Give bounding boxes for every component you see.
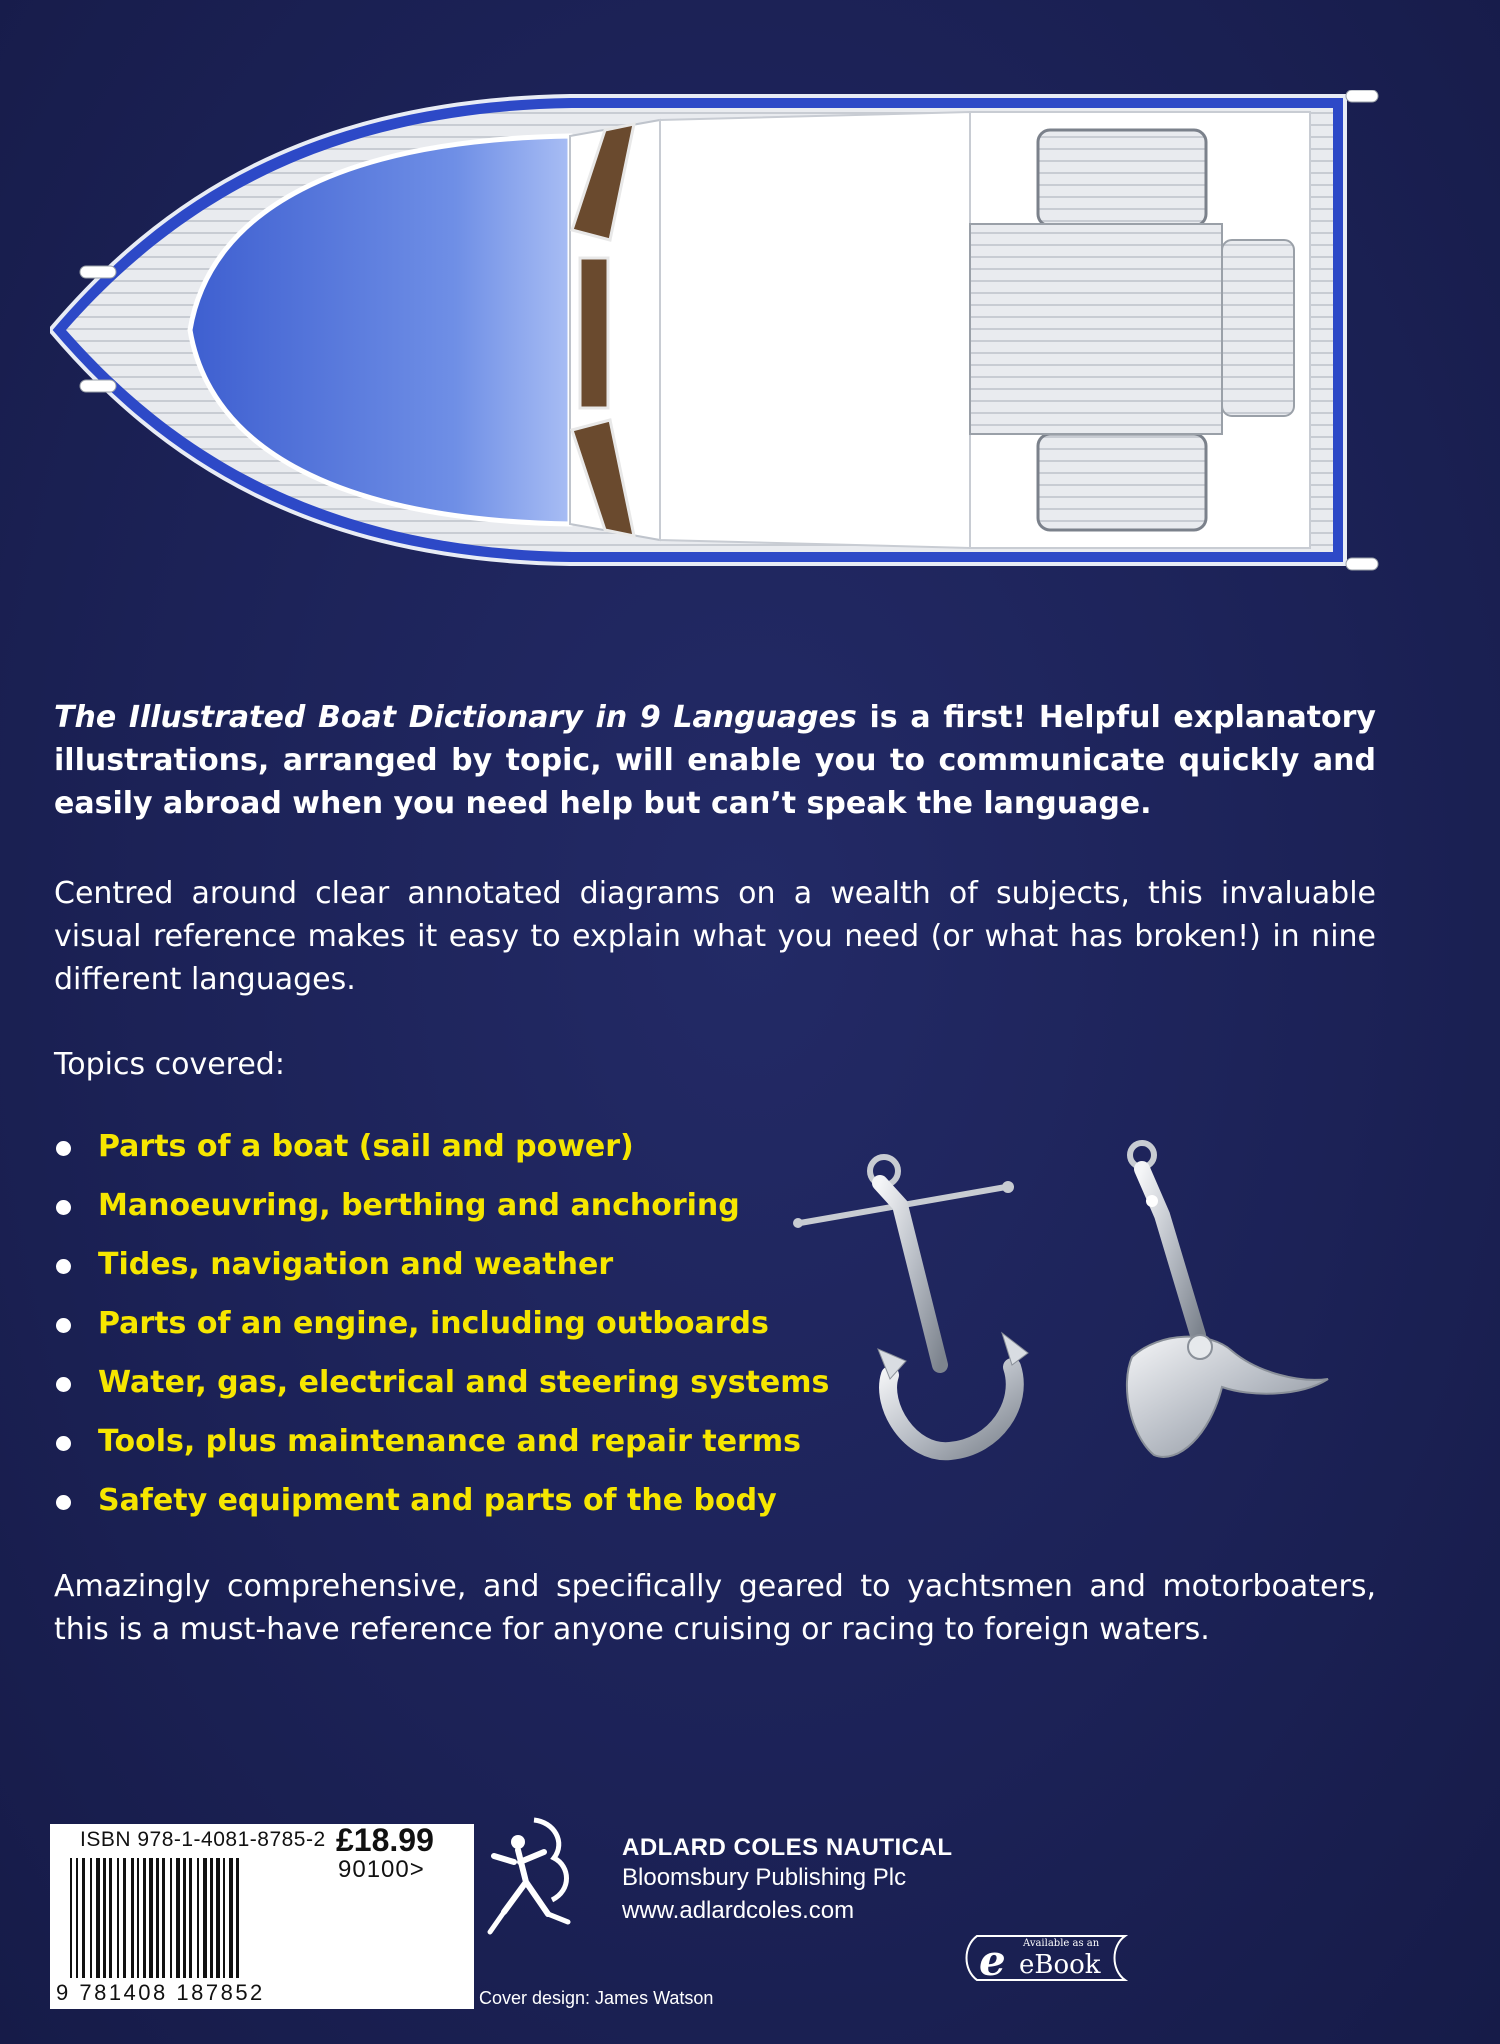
- barcode-bar: [109, 1858, 112, 1978]
- price: £18.99: [336, 1822, 434, 1858]
- list-item: Safety equipment and parts of the body: [54, 1480, 829, 1539]
- description-paragraph: Centred around clear annotated diagrams on a wealth of subjects, this invaluable visual reference makes it easy to explain what you need (or what has broken!) in nine different languages.: [54, 876, 1376, 997]
- list-item: Parts of a boat (sail and power): [54, 1126, 829, 1185]
- price-code: 90100>: [338, 1856, 425, 1883]
- barcode-bar: [90, 1858, 92, 1978]
- fisherman-anchor-icon: [793, 1157, 1028, 1451]
- bullet-icon: [56, 1318, 71, 1333]
- barcode-bar: [149, 1858, 153, 1978]
- publisher-url[interactable]: www.adlardcoles.com: [622, 1897, 855, 1924]
- publisher-name: ADLARD COLES NAUTICAL: [622, 1834, 953, 1861]
- barcode-bar: [70, 1858, 72, 1978]
- bullet-icon: [56, 1495, 71, 1510]
- seat: [1038, 130, 1206, 226]
- barcode-bar: [229, 1858, 233, 1978]
- barcode-bar: [96, 1858, 100, 1978]
- engine-cover: [970, 224, 1222, 434]
- barcode-bar: [123, 1858, 126, 1978]
- cleat: [80, 380, 116, 392]
- cover-credit: Cover design: James Watson: [479, 1988, 714, 2008]
- barcode-bar: [203, 1858, 207, 1978]
- closing-paragraph: Amazingly comprehensive, and specifically geared to yachtsmen and motorboaters, this is a must-have reference for anyone cruising or racing to foreign waters.: [54, 1569, 1376, 1647]
- barcode-bar: [117, 1858, 119, 1978]
- barcode-bar: [82, 1858, 85, 1978]
- ebook-e-icon: e: [979, 1936, 1006, 1985]
- intro-paragraph: [54, 696, 1376, 825]
- barcode: [60, 1858, 464, 1982]
- barcode-bar: [131, 1858, 134, 1978]
- windscreen-pane: [580, 258, 608, 408]
- cleat: [1346, 558, 1378, 570]
- bullet-icon: [56, 1377, 71, 1392]
- list-item: Water, gas, electrical and steering systems: [54, 1362, 829, 1421]
- list-item: Tides, navigation and weather: [54, 1244, 829, 1303]
- cleat: [1346, 90, 1378, 102]
- isbn-text: ISBN 978-1-4081-8785-2: [80, 1828, 326, 1851]
- barcode-block: [50, 1824, 474, 2009]
- bullet-icon: [56, 1436, 71, 1451]
- ebook-available: Available as an: [1023, 1938, 1100, 1949]
- bullet-icon: [56, 1200, 71, 1215]
- bullet-icon: [56, 1259, 71, 1274]
- intro-rest: is a first! Helpful explanatory illustrations, arranged by topic, will enable you to communicate quickly and easily abroad when you need help but can’t speak the language.: [54, 700, 1376, 821]
- book-title: The Illustrated Boat Dictionary in 9 Languages: [54, 700, 857, 735]
- plough-anchor-icon: [1127, 1143, 1328, 1457]
- anchors-illustration: [780, 1135, 1340, 1475]
- seat: [1038, 434, 1206, 530]
- barcode-digits: 9 781408 187852: [56, 1980, 265, 2005]
- barcode-bar: [76, 1858, 78, 1978]
- barcode-bar: [183, 1858, 186, 1978]
- barcode-bar: [236, 1858, 239, 1978]
- barcode-bar: [210, 1858, 213, 1978]
- barcode-bar: [176, 1858, 180, 1978]
- barcode-bar: [189, 1858, 192, 1978]
- barcode-bar: [197, 1858, 199, 1978]
- list-item: Manoeuvring, berthing and anchoring: [54, 1185, 829, 1244]
- bullet-icon: [56, 1141, 71, 1156]
- ebook-label: eBook: [1019, 1950, 1101, 1980]
- barcode-bar: [156, 1858, 159, 1978]
- topics-heading: Topics covered:: [54, 1047, 285, 1082]
- barcode-bar: [137, 1858, 139, 1978]
- ebook-badge: [955, 1932, 1133, 1984]
- topics-list: [54, 1126, 829, 1539]
- barcode-bar: [162, 1858, 165, 1978]
- cleat: [80, 266, 116, 278]
- bloomsbury-logo-icon: [474, 1812, 594, 1972]
- barcode-bar: [143, 1858, 146, 1978]
- barcode-bar: [216, 1858, 220, 1978]
- barcode-bar: [170, 1858, 172, 1978]
- list-item: Tools, plus maintenance and repair terms: [54, 1421, 829, 1480]
- barcode-bar: [103, 1858, 106, 1978]
- publisher-parent: Bloomsbury Publishing Plc: [622, 1864, 907, 1891]
- boat-illustration: [50, 90, 1390, 610]
- transom-step: [1222, 240, 1294, 416]
- barcode-bar: [223, 1858, 225, 1978]
- list-item: Parts of an engine, including outboards: [54, 1303, 829, 1362]
